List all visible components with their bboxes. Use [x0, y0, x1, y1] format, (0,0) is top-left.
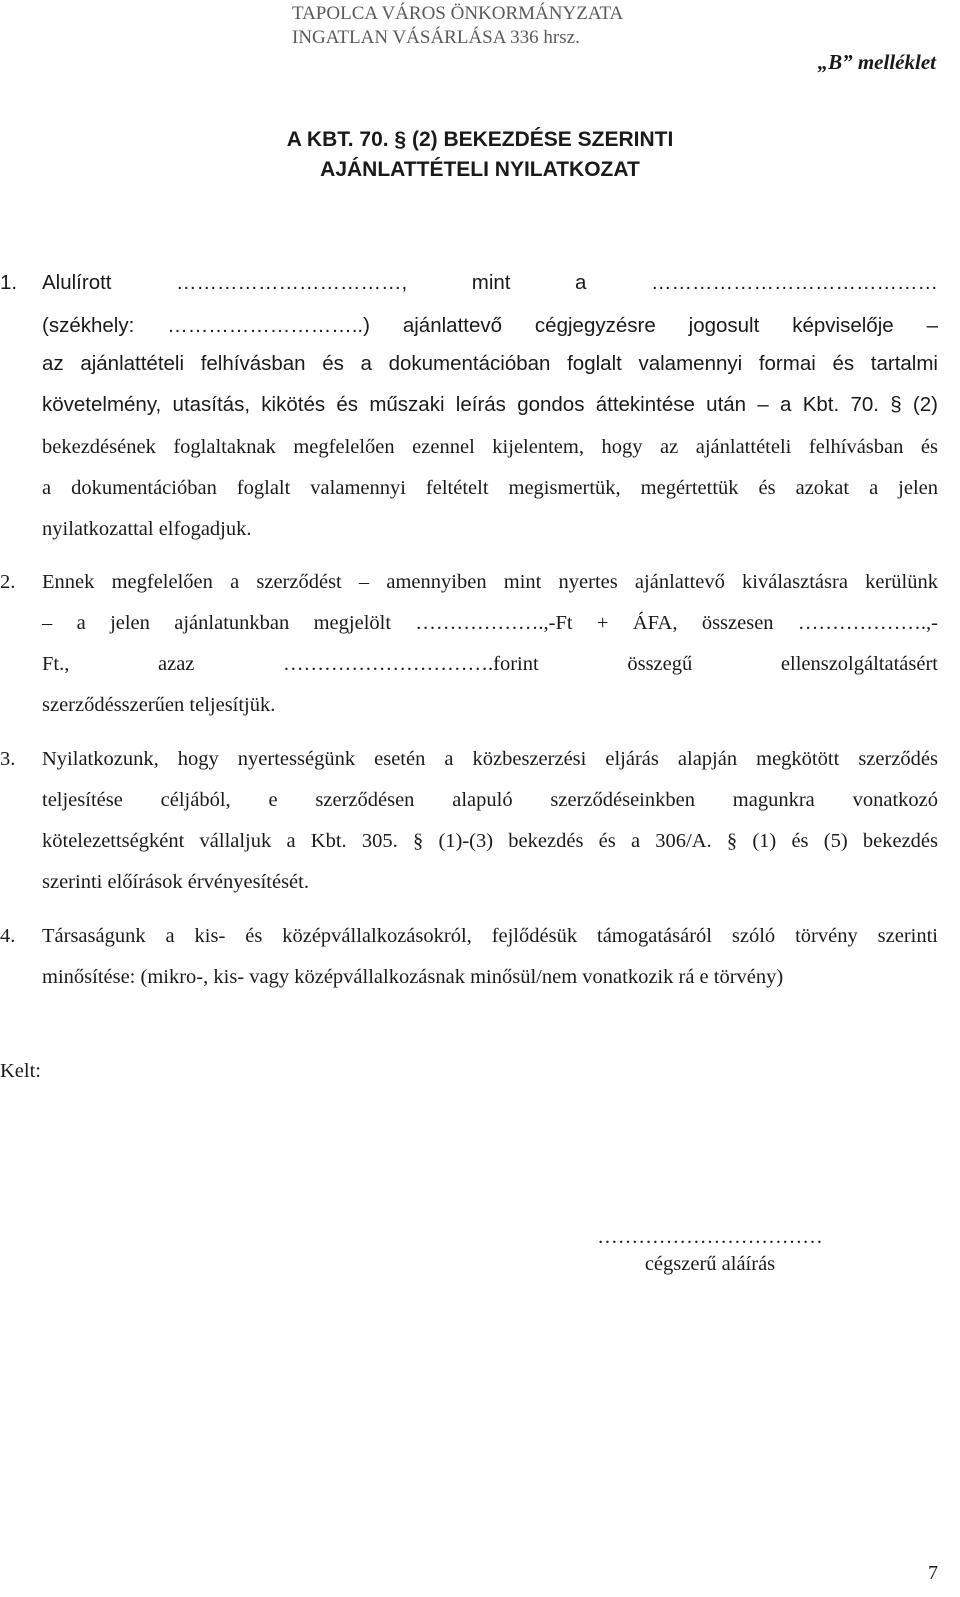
header-line-1: TAPOLCA VÁROS ÖNKORMÁNYZATA [292, 3, 624, 24]
item-4-line-1: Társaságunk a kis- és középvállalkozásokról, fejlődésük támogatásáról szóló törvény szerinti [42, 925, 938, 947]
item-3-line-3: kötelezettségként vállaljuk a Kbt. 305. § (1)-(3) bekezdés és a 306/A. § (1) és (5) bekezdés [42, 830, 938, 852]
kelt-label: Kelt: [0, 1060, 41, 1082]
item-1-line-2: (székhely: ………………………..) ajánlattevő cégjegyzésre jogosult képviselője – [42, 314, 938, 337]
item-2-number: 2. [0, 571, 16, 593]
item-2-line-1: Ennek megfelelően a szerződést – amennyiben mint nyertes ajánlattevő kiválasztásra kerülünk [42, 571, 938, 593]
item-1-line-3: az ajánlattételi felhívásban és a dokumentációban foglalt valamennyi formai és tartalmi [42, 352, 938, 375]
item-3-line-4: szerinti előírások érvényesítését. [42, 871, 309, 893]
item-4-line-2: minősítése: (mikro-, kis- vagy középvállalkozásnak minősül/nem vonatkozik rá e törvény) [42, 966, 784, 988]
item-1-number: 1. [0, 271, 18, 294]
item-1-line-6: a dokumentációban foglalt valamennyi feltételt megismertük, megértettük és azokat a jelen [42, 477, 938, 499]
item-3-line-2: teljesítése céljából, e szerződésen alapuló szerződéseinkben magunkra vonatkozó [42, 789, 938, 811]
item-3-line-1: Nyilatkozunk, hogy nyertességünk esetén a közbeszerzési eljárás alapján megkötött szerződés [42, 748, 938, 770]
item-3-number: 3. [0, 748, 16, 770]
header-line-2: INGATLAN VÁSÁRLÁSA 336 hrsz. [292, 27, 580, 48]
item-2-line-2: – a jelen ajánlatunkban megjelölt ……………….,-Ft + ÁFA, összesen ……………….,- [42, 612, 938, 634]
annex-label: „B” melléklet [817, 50, 936, 74]
item-1-line-7: nyilatkozattal elfogadjuk. [42, 518, 252, 540]
page-number: 7 [928, 1562, 938, 1584]
signature-label: cégszerű aláírás [644, 1253, 776, 1275]
item-2-line-3: Ft., azaz ………………………….forint összegű ellenszolgáltatásért [42, 653, 938, 675]
item-1-line-5: bekezdésének foglaltaknak megfelelően ezennel kijelentem, hogy az ajánlattételi felhívásban és [42, 436, 938, 458]
title-line-1: A KBT. 70. § (2) BEKEZDÉSE SZERINTI [286, 128, 674, 151]
item-1-line-4: követelmény, utasítás, kikötés és műszaki leírás gondos áttekintése után – a Kbt. 70. § (2) [42, 393, 938, 416]
title-line-2: AJÁNLATTÉTELI NYILATKOZAT [320, 158, 640, 181]
item-2-line-4: szerződésszerűen teljesítjük. [42, 694, 276, 716]
item-1-line-1: Alulírott ……………………………, mint a …………………………………… [42, 271, 938, 294]
item-4-number: 4. [0, 925, 16, 947]
signature-dots: …………………………… [597, 1226, 823, 1248]
